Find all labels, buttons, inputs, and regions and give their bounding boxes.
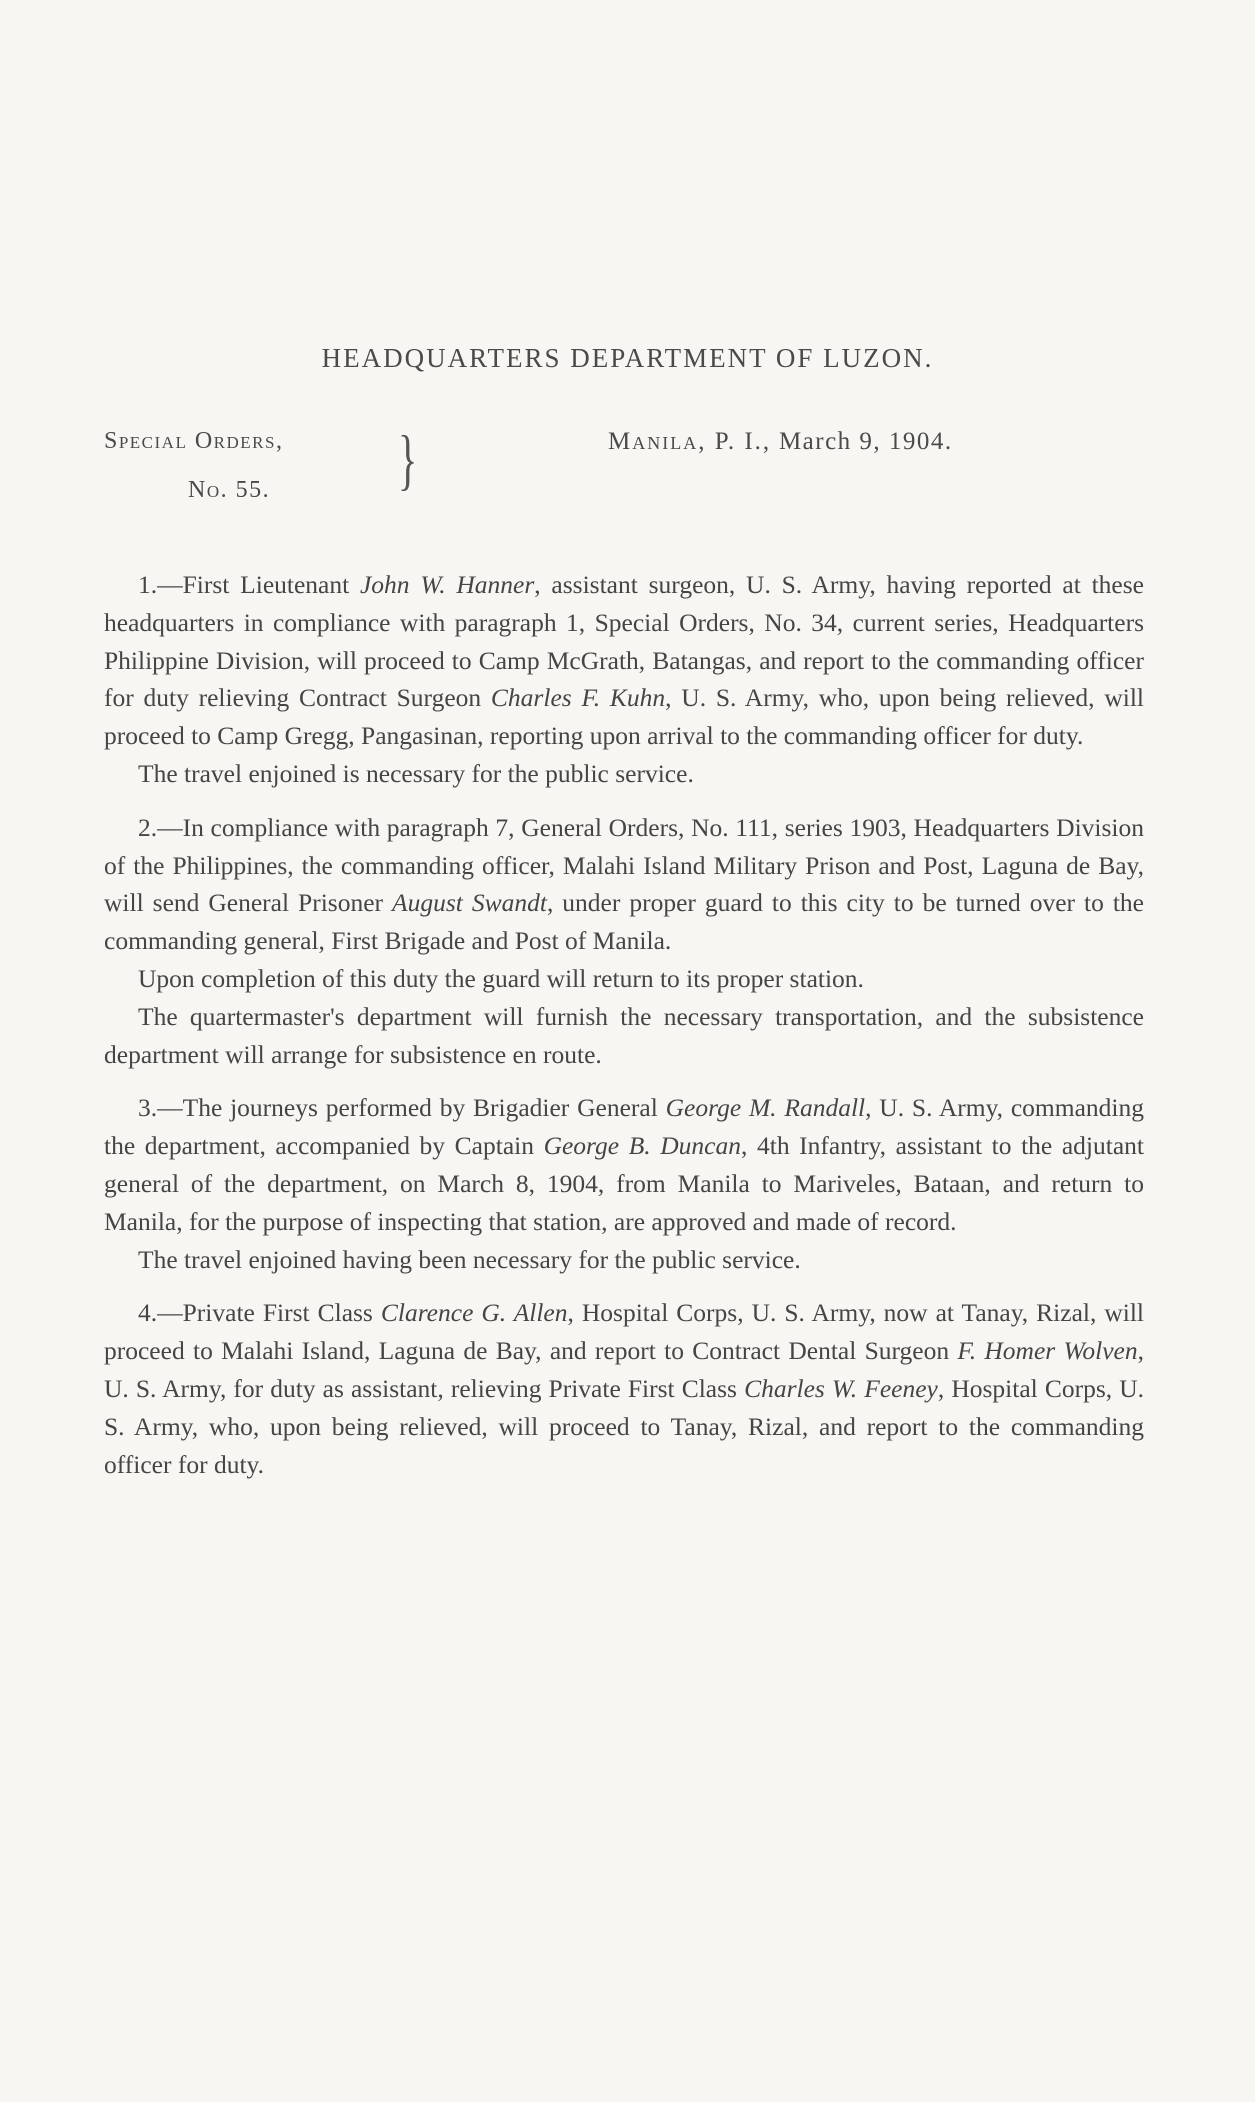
orders-body xyxy=(104,566,1144,1483)
brace-mark: } xyxy=(398,420,418,498)
dateline-date: March 9, 1904. xyxy=(778,428,953,455)
paragraph-2-text: , under proper guard to this city to be turned over to the commanding general, First Brigade and Post of Manila. xyxy=(104,888,1144,956)
document-heading: HEADQUARTERS DEPARTMENT OF LUZON. xyxy=(321,343,934,373)
paragraph-2 xyxy=(104,809,1144,960)
paragraph-4-text: 4.—Private First Class xyxy=(138,1298,381,1328)
paragraph-1-continuation: The travel enjoined is necessary for the public service. xyxy=(138,758,694,788)
special-orders-label: Special Orders, xyxy=(104,428,284,454)
paragraph-1-text: , assistant surgeon, U. S. Army, having reported at these headquarters in compliance with paragraph 1, Special Orders, No. 34, current series, Headquarters Philippine Division, will proceed to Camp McGrath, Batangas, and report to the commanding officer for duty relieving Contract Surgeon xyxy=(104,570,1144,713)
paragraph-3-text: , 4th Infantry, assistant to the adjutant general of the department, on March 8, 1904, from Manila to Mariveles, Bataan, and return to Manila, for the purpose of inspecting that station, are approved and made of record. xyxy=(104,1131,1144,1236)
officer-name: Charles F. Kuhn xyxy=(490,683,666,713)
special-orders-number: No. 55. xyxy=(188,477,271,503)
paragraph-2-continuation: Upon completion of this duty the guard will return to its proper station. xyxy=(138,963,864,993)
paragraph-1-text: 1.—First Lieutenant xyxy=(138,570,360,599)
special-orders-block xyxy=(104,428,283,504)
paragraph-4 xyxy=(104,1294,1144,1483)
paragraph-3-text: 3.—The journeys performed by Brigadier General xyxy=(138,1093,666,1123)
dateline xyxy=(608,428,953,456)
paragraph-4-text: , Hospital Corps, U. S. Army, who, upon being relieved, will proceed to Tanay, Rizal, and report to the commanding officer for duty. xyxy=(104,1373,1145,1479)
paragraph-1 xyxy=(104,566,1144,755)
prisoner-name: August Swandt xyxy=(392,888,547,918)
paragraph-2-text: 2.—In compliance with paragraph 7, General Orders, No. 111, series 1903, Headquarters Division of the Philippines, the commanding officer, Malahi Island Military Prison and Post, Laguna de Bay, will send General Prisoner xyxy=(104,812,1144,918)
surgeon-name: F. Homer Wolven xyxy=(957,1336,1138,1366)
paragraph-2-continuation: The quartermaster's department will furnish the necessary transportation, and the subsistence department will arrange for subsistence en route. xyxy=(104,1001,1144,1069)
paragraph-3-continuation: The travel enjoined having been necessary for the public service. xyxy=(138,1244,801,1274)
paragraph-4-text: , U. S. Army, for duty as assistant, relieving Private First Class xyxy=(104,1336,1144,1403)
private-name: Charles W. Feeney xyxy=(744,1373,938,1403)
paragraph-3 xyxy=(104,1089,1144,1240)
officer-name: George B. Duncan xyxy=(543,1131,742,1161)
officer-name: George M. Randall xyxy=(665,1093,866,1123)
officer-name: John W. Hanner xyxy=(359,570,535,599)
dateline-place: Manila, P. I., xyxy=(608,428,772,455)
private-name: Clarence G. Allen xyxy=(380,1298,568,1328)
paragraph-1-text: , U. S. Army, who, upon being relieved, will proceed to Camp Gregg, Pangasinan, reporting upon arrival to the commanding officer for duty. xyxy=(104,683,1144,751)
paragraph-3-text: , U. S. Army, commanding the department, accompanied by Captain xyxy=(104,1093,1144,1161)
paragraph-4-text: , Hospital Corps, U. S. Army, now at Tanay, Rizal, will proceed to Malahi Island, Laguna de Bay, and report to Contract Dental Surgeon xyxy=(104,1298,1145,1366)
